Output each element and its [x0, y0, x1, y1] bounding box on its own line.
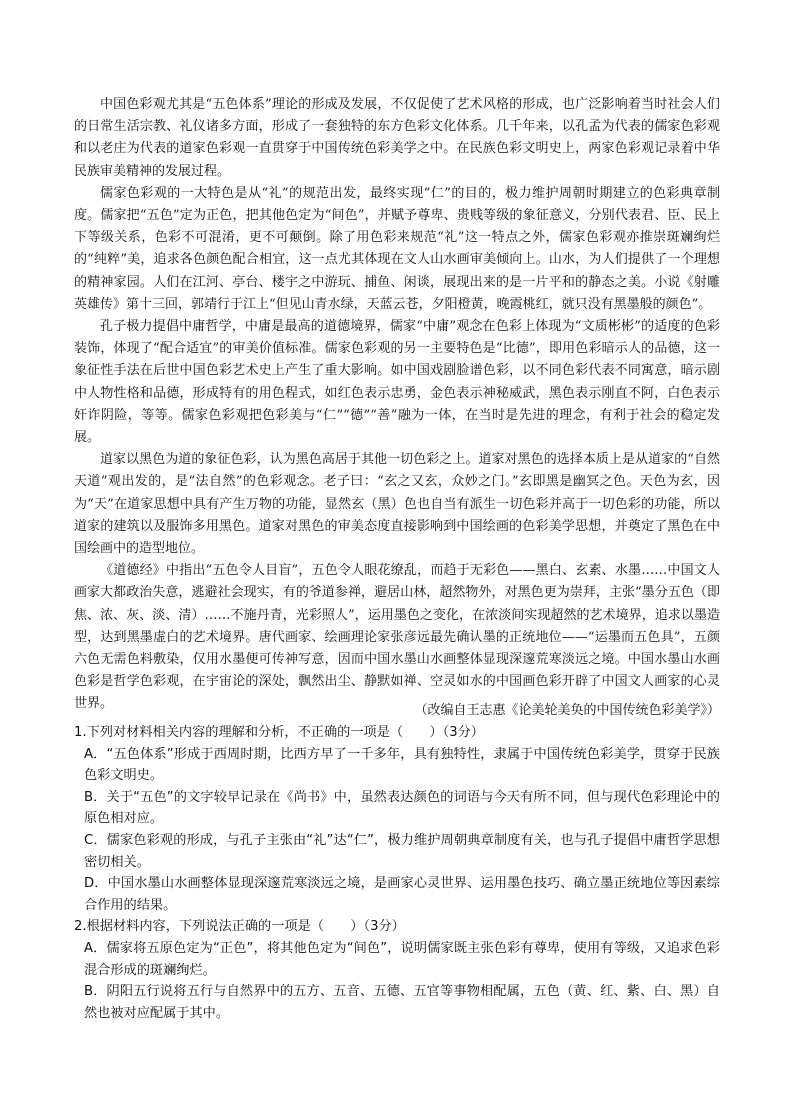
- question-list: [74, 722, 720, 1024]
- option-b: B．阴阳五行说将五行与自然界中的五方、五音、五德、五官等事物相配属，五色（黄、红、紫、白、黑）自然也被对应配属于其中。: [84, 984, 720, 1021]
- question-2: [74, 916, 720, 1024]
- question-stem: 1.下列对材料相关内容的理解和分析，不正确的一项是（ ）（3分）: [74, 725, 484, 740]
- passage-paragraph: 孔子极力提倡中庸哲学，中庸是最高的道德境界，儒家“中庸”观念在色彩上体现为“文质彬彬”的适度的色彩装饰，体现了“配合适宜”的审美价值标准。儒家色彩观的另一主要特色是“比德”，即用色彩暗示人的品德，这一象征性手法在后世中国色彩艺术史上产生了重大影响。如中国戏剧脸谱色彩，以不同色彩代表不同寓意，暗示剧中人物性格和品德，形成特有的用色程式，如红色表示忠勇，金色表示神秘威武，黑色表示刚直不阿，白色表示奸诈阴险，等等。儒家色彩观把色彩美与“仁”“德”“善”融为一体，在当时是先进的理念，有利于社会的稳定发展。: [74, 319, 720, 446]
- passage-paragraph: 儒家色彩观的一大特色是从“礼”的规范出发，最终实现“仁”的目的，极力维护周朝时期建立的色彩典章制度。儒家把“五色”定为正色，把其他色定为“间色”，并赋予尊卑、贵贱等级的象征意义，分别代表君、臣、民上下等级关系，色彩不可混淆，更不可颠倒。除了用色彩来规范“礼”这一特点之外，儒家色彩观亦推崇斑斓绚烂的“纯粹”美，追求各色颜色配合相宜，这一点尤其体现在文人山水画审美倾向上。山水，为人们提供了一个理想的精神家园。人们在江河、亭台、楼宇之中游玩、捕鱼、闲谈，展现出来的是一片平和的静态之美。小说《射雕英雄传》第十三回，郭靖行于江上“但见山青水绿，天蓝云苍，夕阳橙黄，晚霞桃红，就只没有黑墨般的颜色”。: [74, 185, 720, 312]
- passage-paragraph: 道家以黑色为道的象征色彩，认为黑色高居于其他一切色彩之上。道家对黑色的选择本质上是从道家的“自然天道”观出发的，是“法自然”的色彩观念。老子曰：“玄之又玄，众妙之门。”玄即黑是幽冥之色。天色为玄，因为“天”在道家思想中具有产生万物的功能，显然玄（黑）色也自当有派生一切色彩并高于一切色彩的功能，所以道家的建筑以及服饰多用黑色。道家对黑色的审美态度直接影响到中国绘画的色彩美学思想，并奠定了黑色在中国绘画中的造型地位。: [74, 452, 720, 557]
- passage-source: （改编自王志惠《论美轮美奂的中国传统色彩美学》）: [414, 703, 720, 718]
- option-b: B．关于“五色”的文字较早记录在《尚书》中，虽然表达颜色的词语与今天有所不同，但与现代色彩理论中的原色相对应。: [84, 789, 720, 827]
- question-stem: 2.根据材料内容，下列说法正确的一项是（ ）（3分）: [74, 919, 405, 935]
- option-c: C．儒家色彩观的形成，与孔子主张由“礼”达“仁”，极力维护周朝典章制度有关，也与孔子提倡中庸哲学思想密切相关。: [84, 832, 720, 870]
- reading-passage: [74, 94, 720, 716]
- passage-paragraph: 中国色彩观尤其是“五色体系”理论的形成及发展，不仅促使了艺术风格的形成，也广泛影响着当时社会人们的日常生活宗教、礼仪诸多方面，形成了一套独特的东方色彩文化体系。几千年来，以孔孟为代表的儒家色彩观和以老庄为代表的道家色彩观一直贯穿于中国传统色彩美学之中。在民族色彩文明史上，两家色彩观记录着中华民族审美精神的发展过程。: [74, 97, 720, 179]
- option-a: A．“五色体系”形成于西周时期，比西方早了一千多年，具有独特性，隶属于中国传统色彩美学，贯穿于民族色彩文明史。: [84, 746, 720, 784]
- question-1: [74, 722, 720, 916]
- option-a: A．儒家将五原色定为“正色”，将其他色定为“间色”，说明儒家既主张色彩有尊卑，使用有等级，又追求色彩混合形成的斑斓绚烂。: [84, 940, 720, 978]
- passage-paragraph: 《道德经》中指出“五色令人目盲”，五色令人眼花缭乱，而趋于无彩色——黑白、玄素、水墨……中国文人画家大都政治失意，逃避社会现实，有的爷道参禅，避居山林，超然物外，对黑色更为崇拜，主张“墨分五色（即焦、浓、灰、淡、清）……不施丹青，光彩照人”，运用墨色之变化，在浓淡间实现超然的艺术境界，追求以墨造型，达到黑墨虚白的艺术境界。唐代画家、绘画理论家张彦远最先确认墨的正统地位——“运墨而五色具”，五颜六色无需色料敷染，仅用水墨便可传神写意，因而中国水墨山水画整体显现深邃荒寒淡远之境。中国水墨山水画色彩是哲学色彩观，在宇宙论的深处，飘然出尘、静默如禅、空灵如水的中国画色彩开辟了中国文人画家的心灵世界。: [74, 563, 720, 712]
- option-d: D．中国水墨山水画整体显现深邃荒寒淡远之境，是画家心灵世界、运用墨色技巧、确立墨正统地位等因素综合作用的结果。: [84, 876, 720, 913]
